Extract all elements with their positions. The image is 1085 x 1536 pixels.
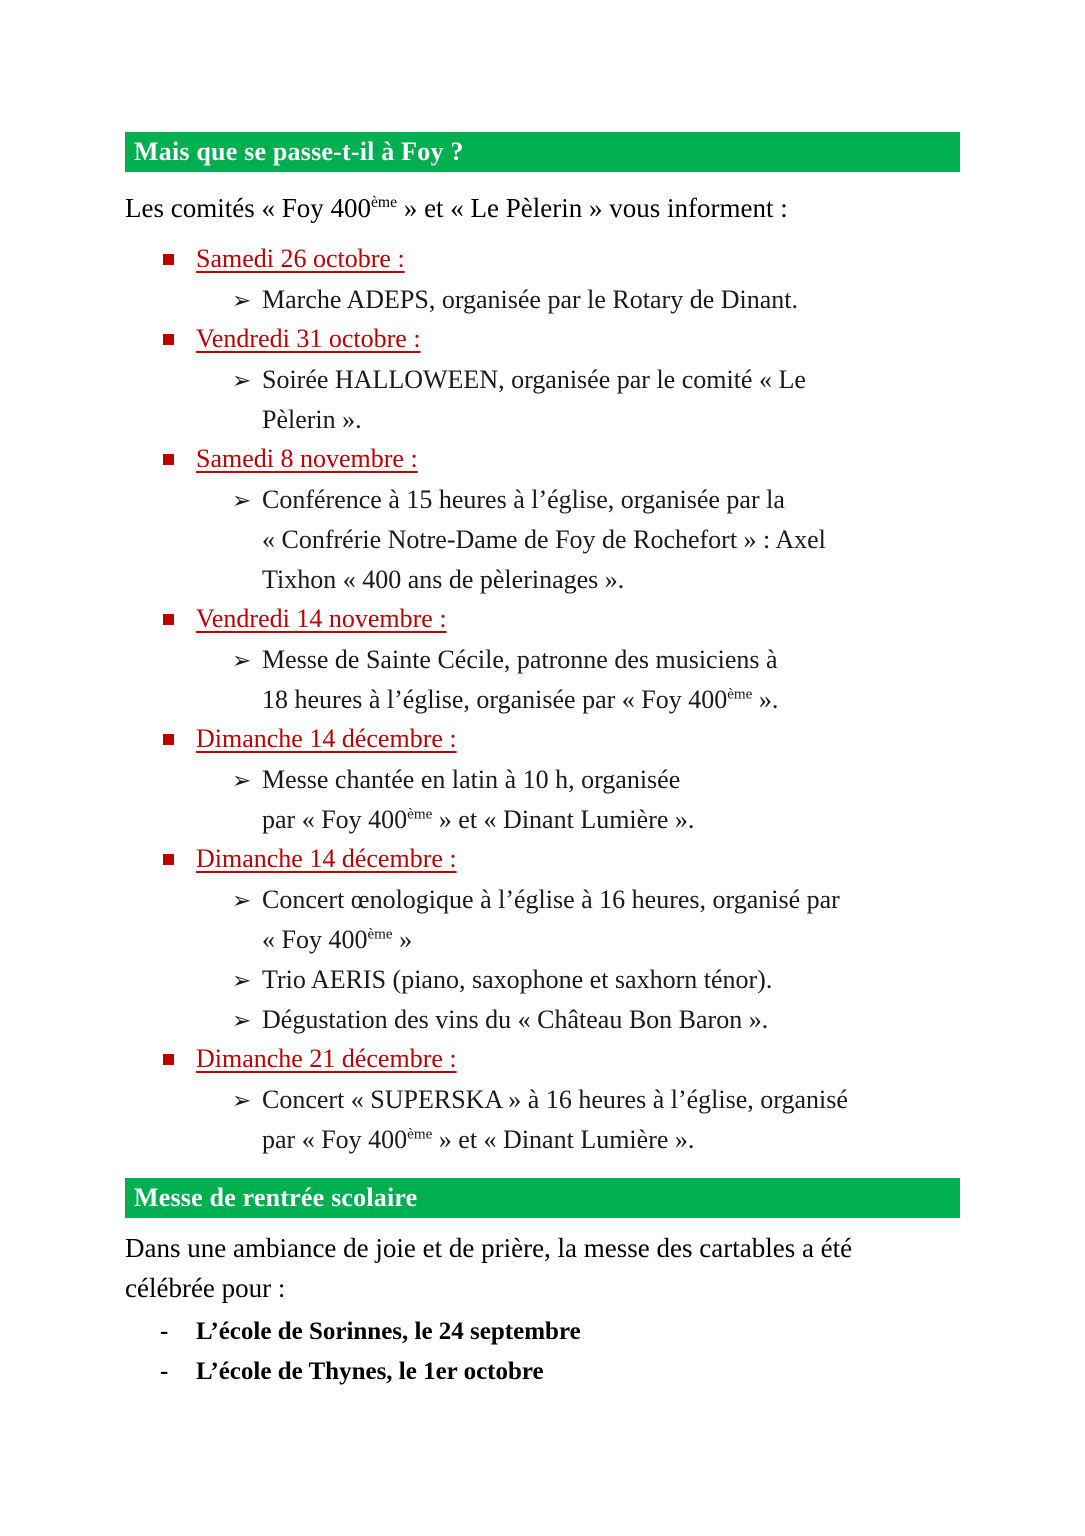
event-detail-line: Concert « SUPERSKA » à 16 heures à l’église, organisé xyxy=(262,1085,848,1114)
school-list-item-label: L’école de Sorinnes, le 24 septembre xyxy=(196,1318,581,1345)
event-detail-item xyxy=(0,1000,1085,1040)
event-detail-item xyxy=(0,960,1085,1000)
event-detail-item xyxy=(0,880,1085,960)
event-detail-line: Tixhon « 400 ans de pèlerinages ». xyxy=(262,565,625,594)
arrow-bullet-icon: ➢ xyxy=(232,1088,252,1113)
intro-text-after: » et « Le Pèlerin » vous informent : xyxy=(397,193,788,223)
square-bullet-icon xyxy=(163,334,174,345)
event-detail-line: Messe de Sainte Cécile, patronne des musiciens à xyxy=(262,645,778,674)
arrow-bullet-icon: ➢ xyxy=(232,368,252,393)
event-group xyxy=(0,600,1085,720)
event-date-label: Samedi 26 octobre : xyxy=(196,244,405,273)
event-detail-line: Conférence à 15 heures à l’église, organisée par la xyxy=(262,485,785,514)
event-detail-line: Pèlerin ». xyxy=(262,405,362,434)
event-group xyxy=(0,840,1085,1040)
arrow-bullet-icon: ➢ xyxy=(232,288,252,313)
intro-superscript: ème xyxy=(370,194,398,211)
square-bullet-icon xyxy=(163,1054,174,1065)
event-group xyxy=(0,320,1085,440)
event-detail-item xyxy=(0,1080,1085,1160)
arrow-bullet-icon: ➢ xyxy=(232,888,252,913)
school-list-item xyxy=(0,1312,1085,1352)
event-detail-line: par « Foy 400ème » et « Dinant Lumière ». xyxy=(262,805,695,834)
arrow-bullet-icon: ➢ xyxy=(232,768,252,793)
event-date-label: Vendredi 31 octobre : xyxy=(196,324,421,353)
event-date-label: Dimanche 14 décembre : xyxy=(196,724,457,753)
event-detail-line: Soirée HALLOWEEN, organisée par le comité « Le xyxy=(262,365,806,394)
dash-bullet-icon: - xyxy=(160,1318,169,1345)
event-detail-item xyxy=(0,360,1085,440)
section-heading-events xyxy=(125,132,960,172)
section-heading-school-mass xyxy=(125,1178,960,1218)
school-list-item xyxy=(0,1352,1085,1392)
event-group xyxy=(0,720,1085,840)
event-date-row xyxy=(0,600,1085,640)
dash-bullet-icon: - xyxy=(160,1358,169,1385)
event-date-row xyxy=(0,1040,1085,1080)
square-bullet-icon xyxy=(163,254,174,265)
square-bullet-icon xyxy=(163,854,174,865)
event-detail-line: 18 heures à l’église, organisée par « Foy 400ème ». xyxy=(262,685,779,714)
school-mass-paragraph-text: Dans une ambiance de joie et de prière, la messe des cartables a été célébrée pour : xyxy=(125,1233,853,1303)
event-date-row xyxy=(0,240,1085,280)
arrow-bullet-icon: ➢ xyxy=(232,648,252,673)
event-date-label: Vendredi 14 novembre : xyxy=(196,604,447,633)
event-detail-line: Messe chantée en latin à 10 h, organisée xyxy=(262,765,681,794)
event-detail-line: Trio AERIS (piano, saxophone et saxhorn ténor). xyxy=(262,965,773,994)
arrow-bullet-icon: ➢ xyxy=(232,1008,252,1033)
event-detail-item xyxy=(0,640,1085,720)
arrow-bullet-icon: ➢ xyxy=(232,968,252,993)
event-detail-line: par « Foy 400ème » et « Dinant Lumière ». xyxy=(262,1125,695,1154)
event-detail-item xyxy=(0,480,1085,600)
event-group xyxy=(0,1040,1085,1160)
event-date-row xyxy=(0,720,1085,760)
event-date-label: Samedi 8 novembre : xyxy=(196,444,418,473)
event-date-row xyxy=(0,840,1085,880)
event-detail-line: Marche ADEPS, organisée par le Rotary de Dinant. xyxy=(262,285,798,314)
events-list xyxy=(0,240,1085,1160)
section-heading-events-label: Mais que se passe-t-il à Foy ? xyxy=(134,137,464,166)
square-bullet-icon xyxy=(163,734,174,745)
intro-paragraph xyxy=(125,188,995,228)
school-list-item-label: L’école de Thynes, le 1er octobre xyxy=(196,1358,544,1385)
event-date-row xyxy=(0,440,1085,480)
square-bullet-icon xyxy=(163,614,174,625)
event-detail-line: Concert œnologique à l’église à 16 heures, organisé par xyxy=(262,885,840,914)
event-detail-line: Dégustation des vins du « Château Bon Baron ». xyxy=(262,1005,769,1034)
school-mass-paragraph xyxy=(125,1228,900,1308)
event-detail-item xyxy=(0,760,1085,840)
square-bullet-icon xyxy=(163,454,174,465)
event-date-label: Dimanche 21 décembre : xyxy=(196,1044,457,1073)
event-group xyxy=(0,240,1085,320)
arrow-bullet-icon: ➢ xyxy=(232,488,252,513)
school-list xyxy=(0,1312,1085,1392)
event-group xyxy=(0,440,1085,600)
event-date-label: Dimanche 14 décembre : xyxy=(196,844,457,873)
section-heading-school-mass-label: Messe de rentrée scolaire xyxy=(134,1183,418,1212)
event-detail-line: « Confrérie Notre-Dame de Foy de Rochefort » : Axel xyxy=(262,525,826,554)
event-detail-line: « Foy 400ème » xyxy=(262,925,413,954)
event-detail-item xyxy=(0,280,1085,320)
intro-text-before: Les comités « Foy 400 xyxy=(125,193,371,223)
event-date-row xyxy=(0,320,1085,360)
